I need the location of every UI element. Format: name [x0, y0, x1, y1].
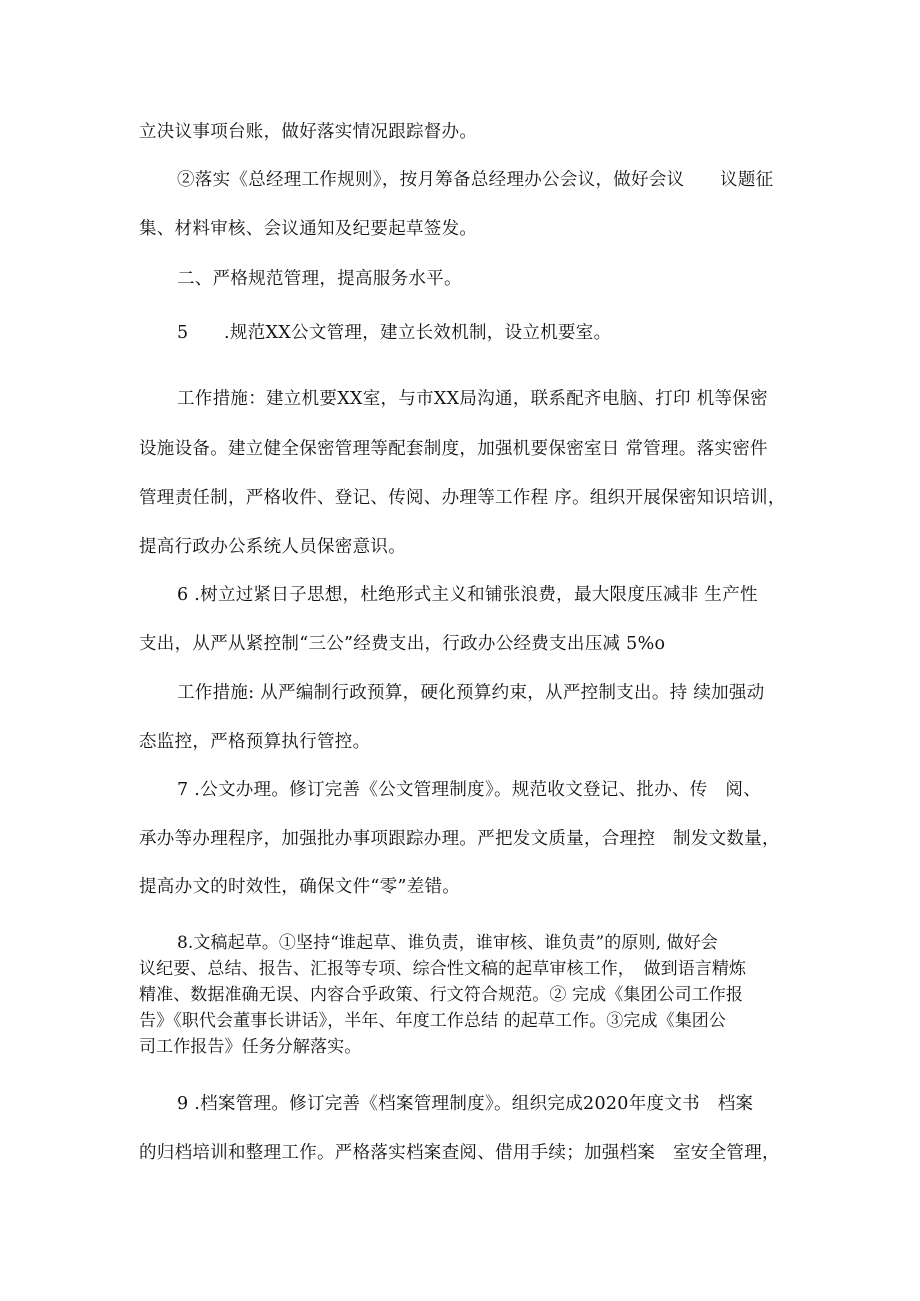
text-line: 的归档培训和整理工作。严格落实档案查阅、借用手续；加强档案 室安全管理， [139, 1143, 780, 1163]
text-line: 告》《职代会董事长讲话》，半年、年度工作总结 的起草工作。③完成《集团公 [139, 1011, 727, 1031]
text-line: 提高办文的时效性，确保文件“零”差错。 [139, 877, 461, 897]
text-line: 议纪要、总结、报告、汇报等专项、综合性文稿的起草审核工作， 做到语言精炼 [139, 959, 747, 979]
text-line: 提高行政办公系统人员保密意识。 [139, 537, 406, 557]
text-line: 设施设备。建立健全保密管理等配套制度，加强机要保密室日 常管理。落实密件 [139, 439, 768, 459]
item-heading: 7 .公文办理。修订完善《公文管理制度》。规范收文登记、批办、传 阅、 [177, 780, 762, 800]
text-line: ②落实《总经理工作规则》，按月筹备总经理办公会议，做好会议 议题征 [177, 170, 774, 190]
text-line: 承办等办理程序，加强批办事项跟踪办理。严把发文质量，合理控 制发文数量， [139, 829, 780, 849]
text-line: 司工作报告》任务分解落实。 [139, 1037, 362, 1057]
text-line: 支出，从严从紧控制“三公”经费支出，行政办公经费支出压减 5%o [139, 634, 666, 654]
text-line: 工作措施: 从严编制行政预算，硬化预算约束，从严控制支出。持 续加强动 [177, 683, 765, 703]
text-line: 立决议事项台账，做好落实情况跟踪督办。 [139, 122, 478, 142]
text-line: 工作措施：建立机要XX室，与市XX局沟通，联系配齐电脑、打印 机等保密 [177, 389, 768, 409]
text-line: 管理责任制，严格收件、登记、传阅、办理等工作程 序。组织开展保密知识培训， [139, 488, 786, 508]
item-heading: 9 .档案管理。修订完善《档案管理制度》。组织完成2020年度文书 档案 [177, 1094, 754, 1114]
item-heading: 5 .规范XX公文管理，建立长效机制，设立机要室。 [177, 323, 612, 343]
text-line: 精准、数据准确无误、内容合乎政策、行文符合规范。② 完成《集团公司工作报 [139, 985, 744, 1005]
text-line: 集、材料审核、会议通知及纪要起草签发。 [139, 219, 478, 239]
item-heading: 6 .树立过紧日子思想，杜绝形式主义和铺张浪费，最大限度压减非 生产性 [177, 585, 758, 605]
item-heading: 8.文稿起草。①坚持“谁起草、谁负责，谁审核、谁负责”的原则, 做好会 [177, 933, 718, 953]
section-heading: 二、严格规范管理，提高服务水平。 [177, 269, 462, 289]
text-line: 态监控，严格预算执行管控。 [139, 732, 371, 752]
